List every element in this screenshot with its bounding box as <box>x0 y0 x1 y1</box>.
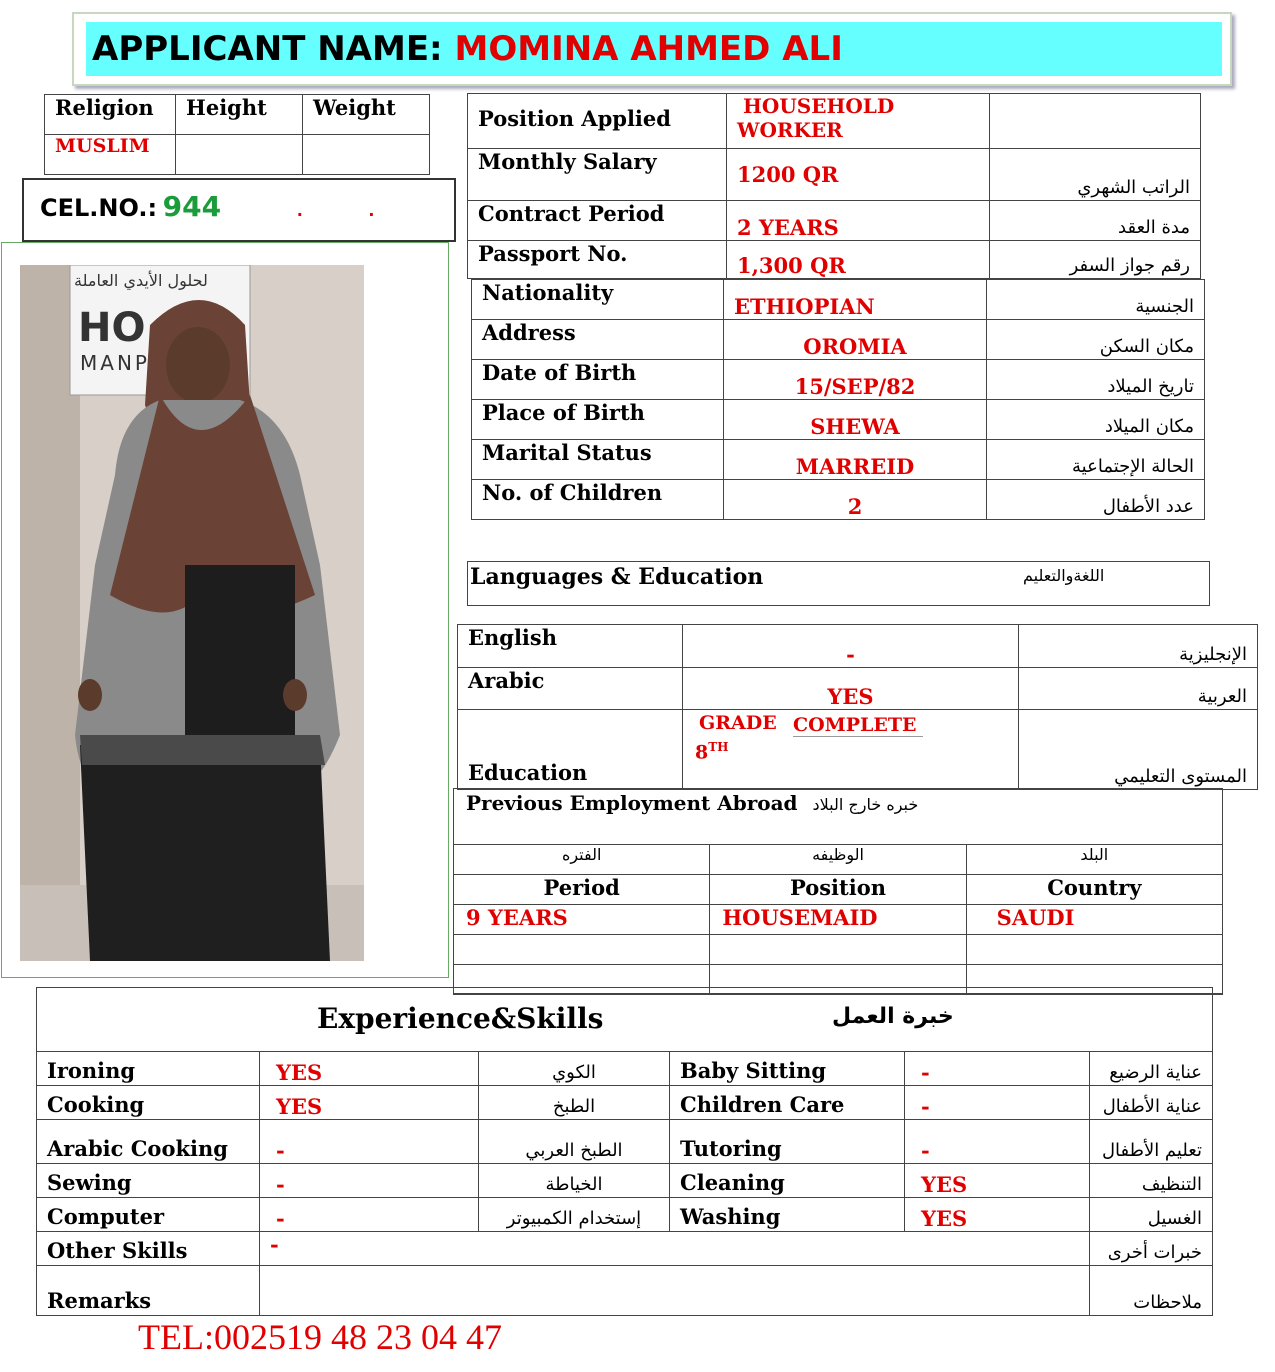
employment-cell: HOUSEMAID <box>710 905 966 935</box>
languages-header-arabic: اللغةوالتعليم <box>1023 566 1105 585</box>
applicant-photo-illustration <box>20 265 364 961</box>
skill-value: - <box>260 1164 479 1198</box>
employment-col-ar: الفتره <box>454 845 710 875</box>
skill-arabic: الطبخ العربي <box>479 1120 670 1164</box>
skill-label-right: Washing <box>670 1198 905 1232</box>
other-skills-value: - <box>260 1232 1090 1266</box>
religion-value: MUSLIM <box>45 135 176 175</box>
skill-value-right: YES <box>905 1164 1090 1198</box>
skill-row <box>37 1120 1213 1164</box>
height-value <box>176 135 303 175</box>
personal-label: Place of Birth <box>472 400 724 440</box>
passport-arabic: رقم جواز السفر <box>990 241 1201 279</box>
skill-value: - <box>260 1198 479 1232</box>
employment-cell <box>710 935 966 965</box>
skill-arabic-right: عناية الرضيع <box>1090 1052 1213 1086</box>
cel-value: 944 <box>162 190 222 223</box>
skill-label: Computer <box>37 1198 260 1232</box>
personal-arabic: الحالة الإجتماعية <box>987 440 1205 480</box>
remarks-label: Remarks <box>37 1266 260 1316</box>
education-value-8: 8 <box>695 741 709 764</box>
height-label: Height <box>176 95 303 135</box>
applicant-name-value: MOMINA AHMED ALI <box>454 29 843 69</box>
education-label: Education <box>458 710 683 790</box>
personal-row <box>472 320 1205 360</box>
remarks-arabic: ملاحظات <box>1090 1266 1213 1316</box>
employment-header-ar-row <box>454 845 1223 875</box>
other-skills-label: Other Skills <box>37 1232 260 1266</box>
education-value-sup: TH <box>708 740 729 754</box>
languages-header <box>467 561 1210 606</box>
employment-row <box>454 935 1223 965</box>
employment-row <box>454 905 1223 935</box>
remarks-value <box>260 1266 1090 1316</box>
personal-value: OROMIA <box>724 320 987 360</box>
employment-section <box>453 788 1223 994</box>
skill-label-right: Tutoring <box>670 1120 905 1164</box>
religion-label: Religion <box>45 95 176 135</box>
personal-row <box>472 360 1205 400</box>
cel-extra: . . <box>296 201 405 220</box>
skill-value-right: - <box>905 1120 1090 1164</box>
skill-arabic: إستخدام الكمبيوتر <box>479 1198 670 1232</box>
personal-info-rows <box>472 280 1205 520</box>
skill-row <box>37 1086 1213 1120</box>
salary-value: 1200 QR <box>727 149 990 201</box>
personal-value: 2 <box>724 480 987 520</box>
english-arabic: الإنجليزية <box>1019 625 1258 668</box>
languages-table <box>457 624 1258 790</box>
other-skills-arabic: خبرات أخرى <box>1090 1232 1213 1266</box>
personal-value: MARREID <box>724 440 987 480</box>
passport-label: Passport No. <box>468 241 727 279</box>
contract-arabic: مدة العقد <box>990 201 1201 241</box>
employment-rows <box>454 845 1223 995</box>
personal-value: 15/SEP/82 <box>724 360 987 400</box>
title-frame <box>72 12 1232 86</box>
personal-row <box>472 480 1205 520</box>
personal-label: No. of Children <box>472 480 724 520</box>
employment-col-ar: الوظيفه <box>710 845 966 875</box>
photo-wall-arabic: لحلول الأيدي العاملة <box>74 271 208 290</box>
personal-info-table <box>471 279 1205 520</box>
applicant-photo <box>20 265 364 961</box>
english-label: English <box>458 625 683 668</box>
skill-row <box>37 1052 1213 1086</box>
employment-col: Country <box>966 875 1222 905</box>
passport-value: 1,300 QR <box>727 241 990 279</box>
personal-arabic: مكان الميلاد <box>987 400 1205 440</box>
employment-col: Period <box>454 875 710 905</box>
skill-arabic: الخياطة <box>479 1164 670 1198</box>
employment-cell: SAUDI <box>966 905 1222 935</box>
position-value-line2: WORKER <box>737 118 843 142</box>
weight-value <box>303 135 430 175</box>
arabic-value: YES <box>683 668 1019 710</box>
cel-label: CEL.NO.: <box>40 194 158 222</box>
personal-value: SHEWA <box>724 400 987 440</box>
skill-row <box>37 1198 1213 1232</box>
skill-label: Sewing <box>37 1164 260 1198</box>
skill-value: YES <box>260 1086 479 1120</box>
skill-arabic-right: عناية الأطفال <box>1090 1086 1213 1120</box>
skill-arabic-right: الغسيل <box>1090 1198 1213 1232</box>
photo-frame <box>1 242 449 978</box>
skill-row <box>37 1164 1213 1198</box>
position-arabic <box>990 94 1201 149</box>
skill-arabic-right: التنظيف <box>1090 1164 1213 1198</box>
position-value <box>727 94 990 149</box>
skill-value-right: - <box>905 1052 1090 1086</box>
skill-value-right: YES <box>905 1198 1090 1232</box>
education-value-complete: COMPLETE <box>793 714 923 737</box>
contract-label: Contract Period <box>468 201 727 241</box>
skill-arabic: الكوي <box>479 1052 670 1086</box>
position-value-line1: HOUSEHOLD <box>743 94 895 118</box>
education-arabic: المستوى التعليمي <box>1019 710 1258 790</box>
skill-label-right: Baby Sitting <box>670 1052 905 1086</box>
languages-header-label: Languages & Education <box>470 564 764 590</box>
personal-label: Address <box>472 320 724 360</box>
skills-rows <box>37 1052 1213 1232</box>
position-label: Position Applied <box>468 94 727 149</box>
employment-header-row <box>454 875 1223 905</box>
personal-value: ETHIOPIAN <box>724 280 987 320</box>
personal-label: Nationality <box>472 280 724 320</box>
applicant-name-label: APPLICANT NAME: <box>92 29 443 69</box>
skills-title-ar: خبرة العمل <box>832 1004 954 1029</box>
photo-wall-text2: MANP <box>80 351 150 375</box>
personal-label: Marital Status <box>472 440 724 480</box>
skill-label: Ironing <box>37 1052 260 1086</box>
cel-box <box>22 178 456 242</box>
skill-label-right: Cleaning <box>670 1164 905 1198</box>
applicant-name-banner <box>86 22 1222 76</box>
skill-label: Arabic Cooking <box>37 1120 260 1164</box>
salary-arabic: الراتب الشهري <box>990 149 1201 201</box>
contract-value: 2 YEARS <box>727 201 990 241</box>
employment-col-ar: البلد <box>966 845 1222 875</box>
weight-label: Weight <box>303 95 430 135</box>
personal-arabic: عدد الأطفال <box>987 480 1205 520</box>
education-value-number <box>695 740 729 763</box>
skill-label-right: Children Care <box>670 1086 905 1120</box>
job-info-table <box>467 93 1201 279</box>
skill-arabic-right: تعليم الأطفال <box>1090 1120 1213 1164</box>
employment-cell: 9 YEARS <box>454 905 710 935</box>
skill-label: Cooking <box>37 1086 260 1120</box>
arabic-label: Arabic <box>458 668 683 710</box>
employment-title <box>466 791 918 815</box>
personal-row <box>472 400 1205 440</box>
skill-value-right: - <box>905 1086 1090 1120</box>
skill-value: - <box>260 1120 479 1164</box>
telephone: TEL:002519 48 23 04 47 <box>138 1317 502 1357</box>
skill-arabic: الطبخ <box>479 1086 670 1120</box>
education-value <box>683 710 1019 790</box>
employment-title-en: Previous Employment Abroad <box>466 791 798 815</box>
employment-table <box>453 844 1223 995</box>
personal-arabic: مكان السكن <box>987 320 1205 360</box>
english-value: - <box>683 625 1019 668</box>
employment-col: Position <box>710 875 966 905</box>
skills-title: Experience&Skills <box>317 1002 604 1035</box>
personal-label: Date of Birth <box>472 360 724 400</box>
skills-table <box>36 987 1213 1316</box>
employment-cell <box>966 935 1222 965</box>
personal-arabic: الجنسية <box>987 280 1205 320</box>
employment-title-ar: خبره خارج البلاد <box>812 795 919 814</box>
photo-wall-text: HO <box>78 305 146 351</box>
personal-row <box>472 440 1205 480</box>
education-value-grade: GRADE <box>699 712 777 734</box>
salary-label: Monthly Salary <box>468 149 727 201</box>
personal-arabic: تاريخ الميلاد <box>987 360 1205 400</box>
basic-info-table <box>44 94 430 175</box>
arabic-arabic: العربية <box>1019 668 1258 710</box>
personal-row <box>472 280 1205 320</box>
skills-title-cell <box>37 988 1213 1052</box>
skill-value: YES <box>260 1052 479 1086</box>
employment-cell <box>454 935 710 965</box>
